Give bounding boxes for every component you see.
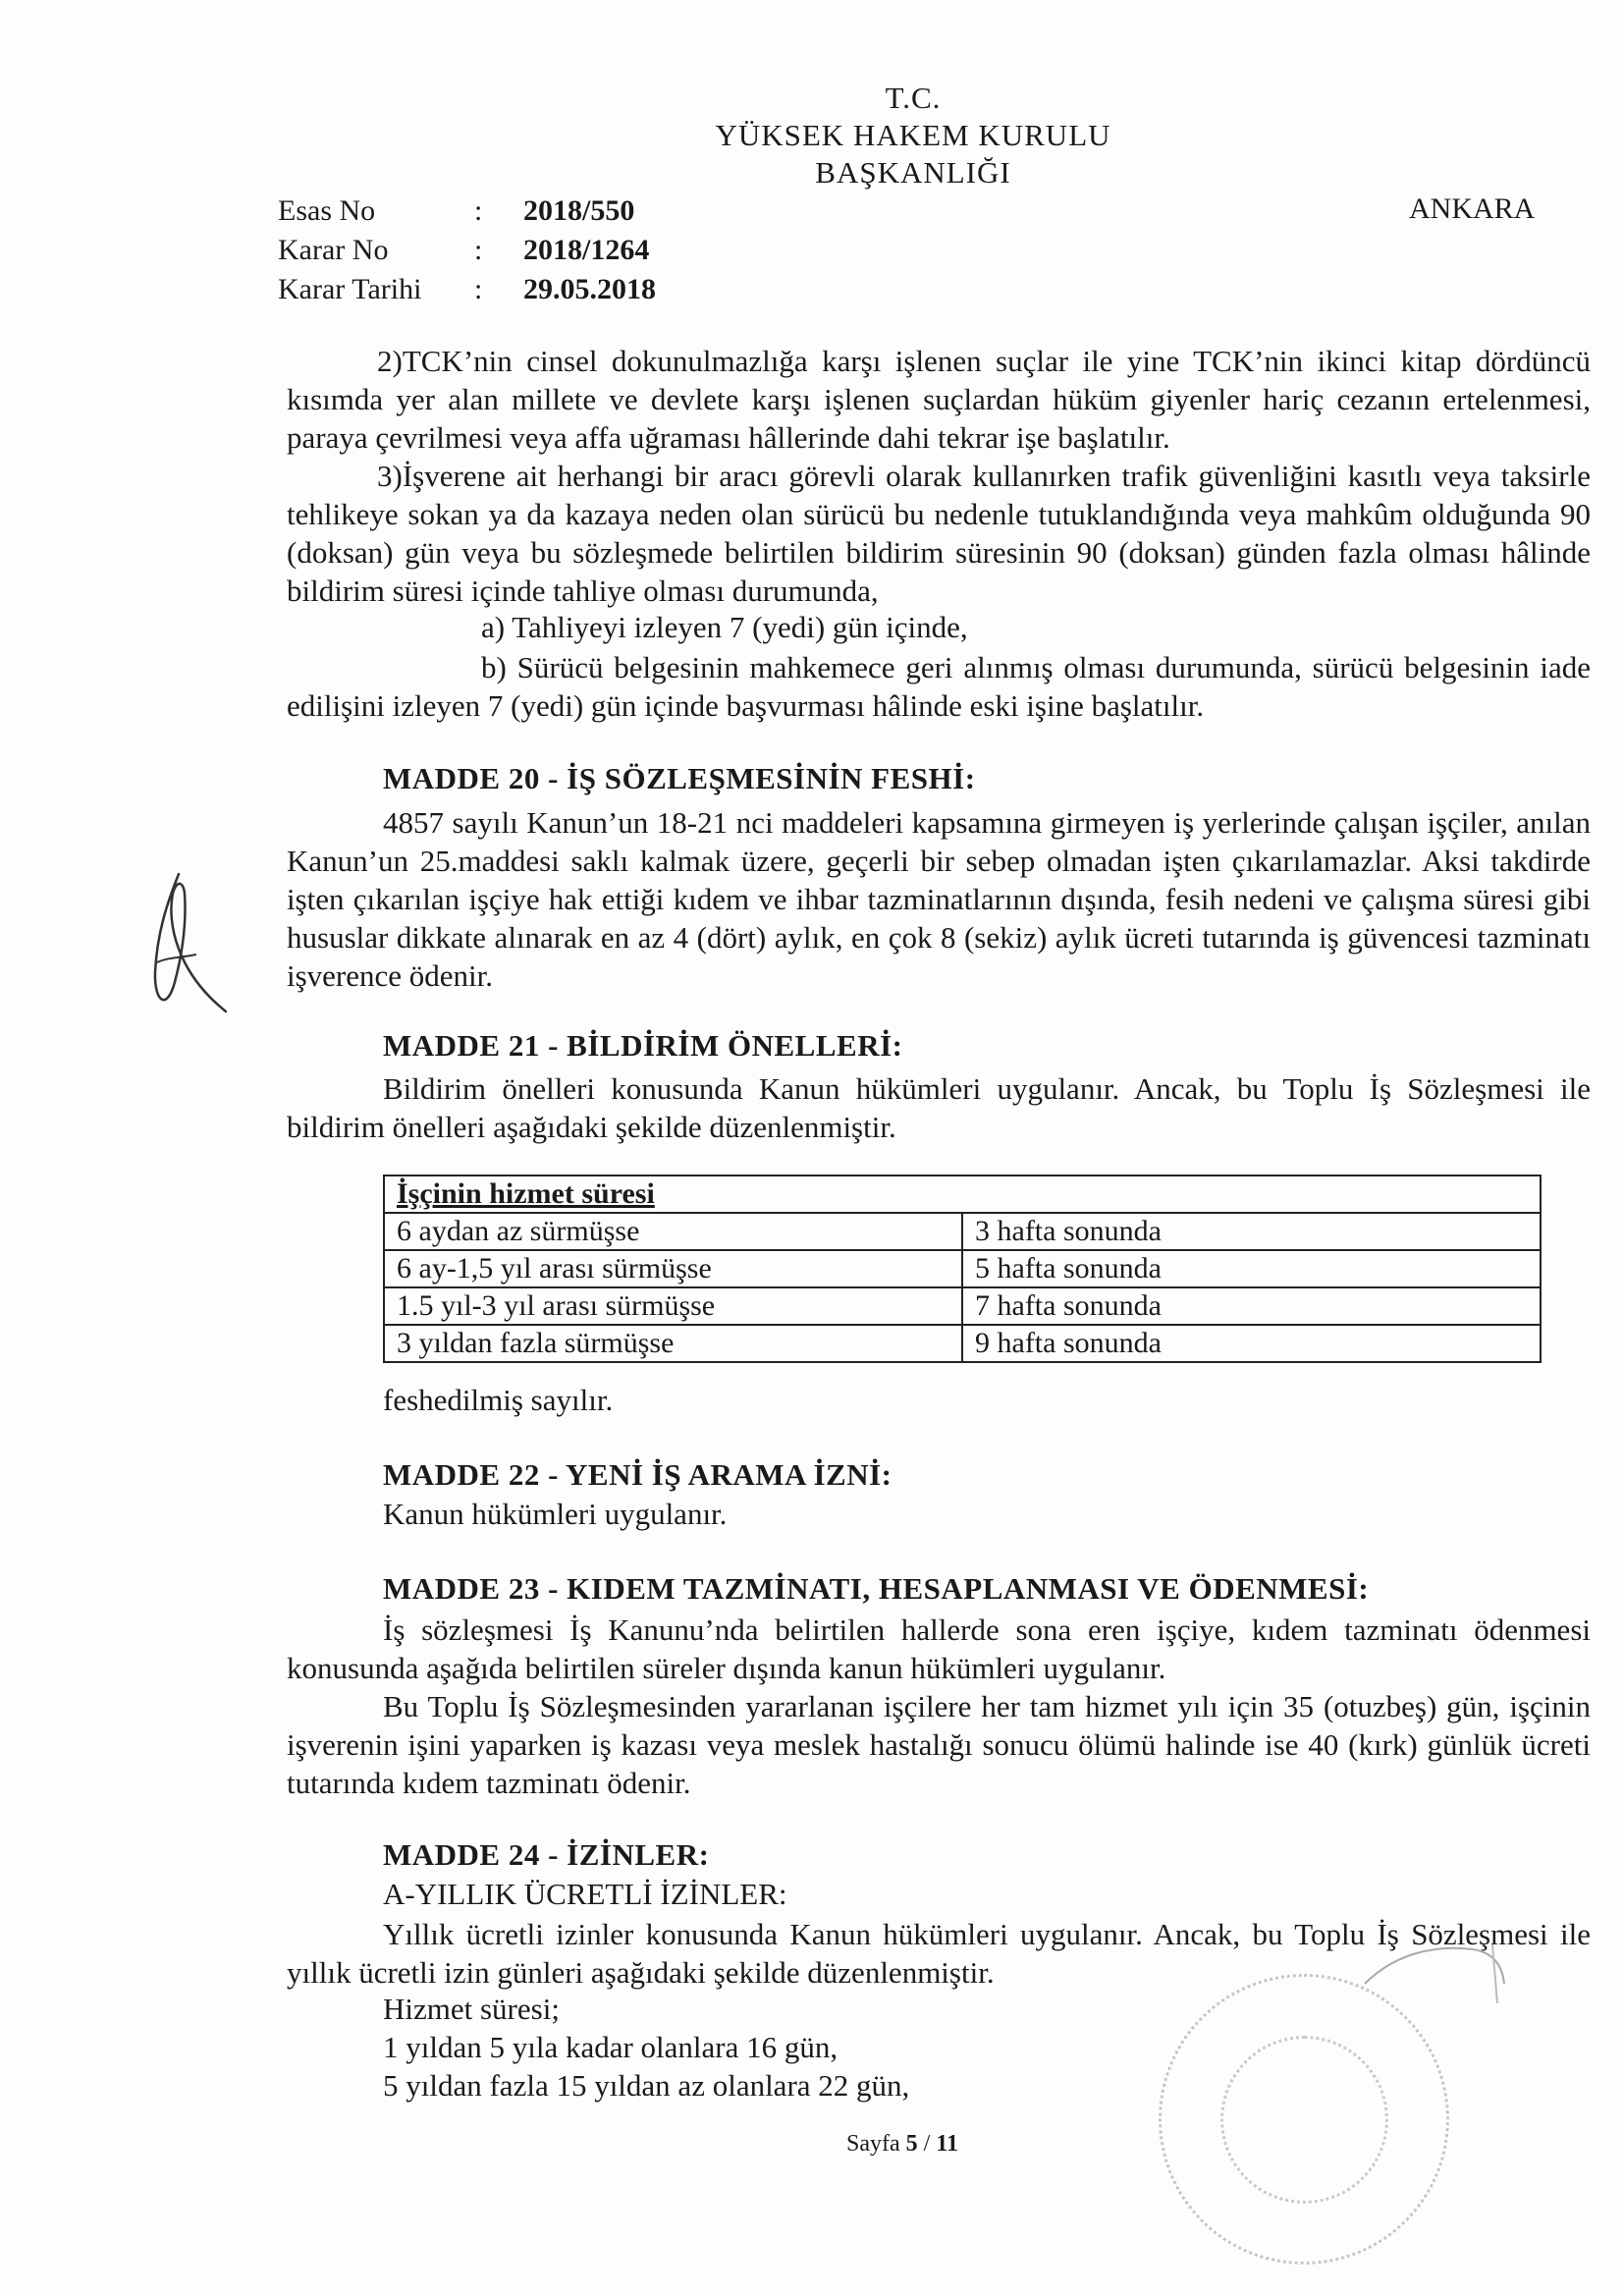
karar-label: Karar No	[278, 234, 389, 266]
meta-karar	[278, 234, 867, 273]
madde-22-text: Kanun hükümleri uygulanır.	[383, 1497, 728, 1531]
madde-22-title: MADDE 22 - YENİ İŞ ARAMA İZNİ:	[383, 1457, 893, 1492]
esas-colon: :	[474, 194, 483, 227]
header-presidency: BAŞKANLIĞI	[815, 155, 1011, 190]
page-label: Sayfa	[846, 2131, 900, 2157]
madde-21-text: Bildirim önelleri konusunda Kanun hükümleri uygulanır. Ancak, bu Toplu İş Sözleşmesi ile bildirim önelleri aşağıdaki şekilde düzenlenmiştir.	[287, 1071, 1591, 1144]
madde-23-p1: İş sözleşmesi İş Kanunu’nda belirtilen hallerde sona eren işçiye, kıdem tazminatı ödenmesi konusunda aşağıda belirtilen süreler dışında kanun hükümleri uygulanır.	[287, 1613, 1591, 1685]
madde-24-title: MADDE 24 - İZİNLER:	[383, 1837, 710, 1872]
table-cell-period: 1.5 yıl-3 yıl arası sürmüşse	[384, 1287, 962, 1325]
table-header-cell: İşçinin hizmet süresi	[384, 1175, 1541, 1213]
meta-esas	[278, 194, 867, 234]
notice-period-table	[383, 1175, 1542, 1363]
madde-24-text: Yıllık ücretli izinler konusunda Kanun hükümleri uygulanır. Ancak, bu Toplu İş Sözleşmesi ile yıllık ücretli izin günleri aşağıdaki şekilde düzenlenmiştir.	[287, 1917, 1591, 1990]
tarih-colon: :	[474, 273, 483, 305]
page-sep: /	[923, 2131, 931, 2157]
table-cell-notice: 7 hafta sonunda	[962, 1287, 1541, 1325]
signature-icon	[128, 864, 236, 1041]
madde-23-p2: Bu Toplu İş Sözleşmesinden yararlanan işçilere her tam hizmet yılı için 35 (otuzbeş) gün, işçinin işverenin işini yaparken iş kazası veya meslek hastalığı sonucu ölümü halinde ise 40 (kırk) günlük ücreti tutarında kıdem tazminatı ödenir.	[287, 1689, 1591, 1800]
madde-24-item-1: 1 yıldan 5 yıla kadar olanlara 16 gün,	[383, 2030, 839, 2064]
paragraph-3: 3)İşverene ait herhangi bir aracı görevli olarak kullanırken trafik güvenliğini kasıtlı veya taksirle tehlikeye sokan ya da kazaya neden olan sürücü bu nedenle tutuklandığında veya mahkûm olduğunda 90 (doksan) gün veya bu sözleşmede belirtilen bildirim süresinin 90 (doksan) günden fazla olması hâlinde bildirim süresi içinde tahliye olması durumunda,	[287, 459, 1591, 608]
tarih-label: Karar Tarihi	[278, 273, 422, 305]
paragraph-2: 2)TCK’nin cinsel dokunulmazlığa karşı işlenen suçlar ile yine TCK’nin ikinci kitap dördüncü kısımda yer alan millete ve devlete karşı işlenen suçlardan hüküm giyenler hariç cezanın ertelenmesi, paraya çevrilmesi veya affa uğraması hâllerinde dahi tekrar işe başlatılır.	[287, 344, 1591, 455]
paragraph-3a: a) Tahliyeyi izleyen 7 (yedi) gün içinde,	[481, 610, 968, 644]
table-row	[384, 1287, 1541, 1325]
madde-20-title: MADDE 20 - İŞ SÖZLEŞMESİNİN FESHİ:	[383, 761, 976, 795]
table-row	[384, 1325, 1541, 1362]
karar-colon: :	[474, 234, 483, 266]
header-tc: T.C.	[885, 81, 942, 115]
table-cell-period: 6 ay-1,5 yıl arası sürmüşse	[384, 1250, 962, 1287]
esas-value: 2018/550	[523, 194, 635, 227]
table-cell-notice: 9 hafta sonunda	[962, 1325, 1541, 1362]
meta-tarih	[278, 273, 867, 312]
table-cell-period: 6 aydan az sürmüşse	[384, 1213, 962, 1250]
table-cell-period: 3 yıldan fazla sürmüşse	[384, 1325, 962, 1362]
header-institution: YÜKSEK HAKEM KURULU	[715, 118, 1111, 152]
table-cell-notice: 3 hafta sonunda	[962, 1213, 1541, 1250]
madde-21-title: MADDE 21 - BİLDİRİM ÖNELLERİ:	[383, 1028, 903, 1063]
karar-value: 2018/1264	[523, 234, 650, 266]
page-total: 11	[936, 2131, 959, 2157]
table-row	[384, 1213, 1541, 1250]
table-header-row	[384, 1175, 1541, 1213]
madde-23-title: MADDE 23 - KIDEM TAZMİNATI, HESAPLANMASI VE ÖDENMESİ:	[383, 1571, 1370, 1606]
seal-stamp-icon	[1159, 1974, 1449, 2265]
page-number	[846, 2131, 958, 2158]
table-row	[384, 1250, 1541, 1287]
tarih-value: 29.05.2018	[523, 273, 656, 305]
esas-label: Esas No	[278, 194, 376, 227]
table-cell-notice: 5 hafta sonunda	[962, 1250, 1541, 1287]
header-city: ANKARA	[1409, 192, 1536, 225]
page-current: 5	[905, 2131, 918, 2157]
madde-24-subtitle: A-YILLIK ÜCRETLİ İZİNLER:	[383, 1877, 787, 1911]
madde-24-item-2: 5 yıldan fazla 15 yıldan az olanlara 22 gün,	[383, 2068, 910, 2103]
paragraph-3b: b) Sürücü belgesinin mahkemece geri alınmış olması durumunda, sürücü belgesinin iade edilişini izleyen 7 (yedi) gün içinde başvurması hâlinde eski işine başlatılır.	[287, 650, 1591, 723]
madde-24-service: Hizmet süresi;	[383, 1992, 560, 2026]
madde-21-after: feshedilmiş sayılır.	[383, 1383, 614, 1417]
madde-20-text: 4857 sayılı Kanun’un 18-21 nci maddeleri kapsamına girmeyen iş yerlerinde çalışan işçiler, anılan Kanun’un 25.maddesi saklı kalmak üzere, geçerli bir sebep olmadan işten çıkarılamazlar. Aksi takdirde işten çıkarılan işçiye hak ettiği kıdem ve ihbar tazminatlarının dışında, fesih nedeni ve çalışma süresi gibi hususlar dikkate alınarak en az 4 (dört) aylık, en çok 8 (sekiz) aylık ücreti tutarında iş güvencesi tazminatı işverence ödenir.	[287, 805, 1591, 993]
